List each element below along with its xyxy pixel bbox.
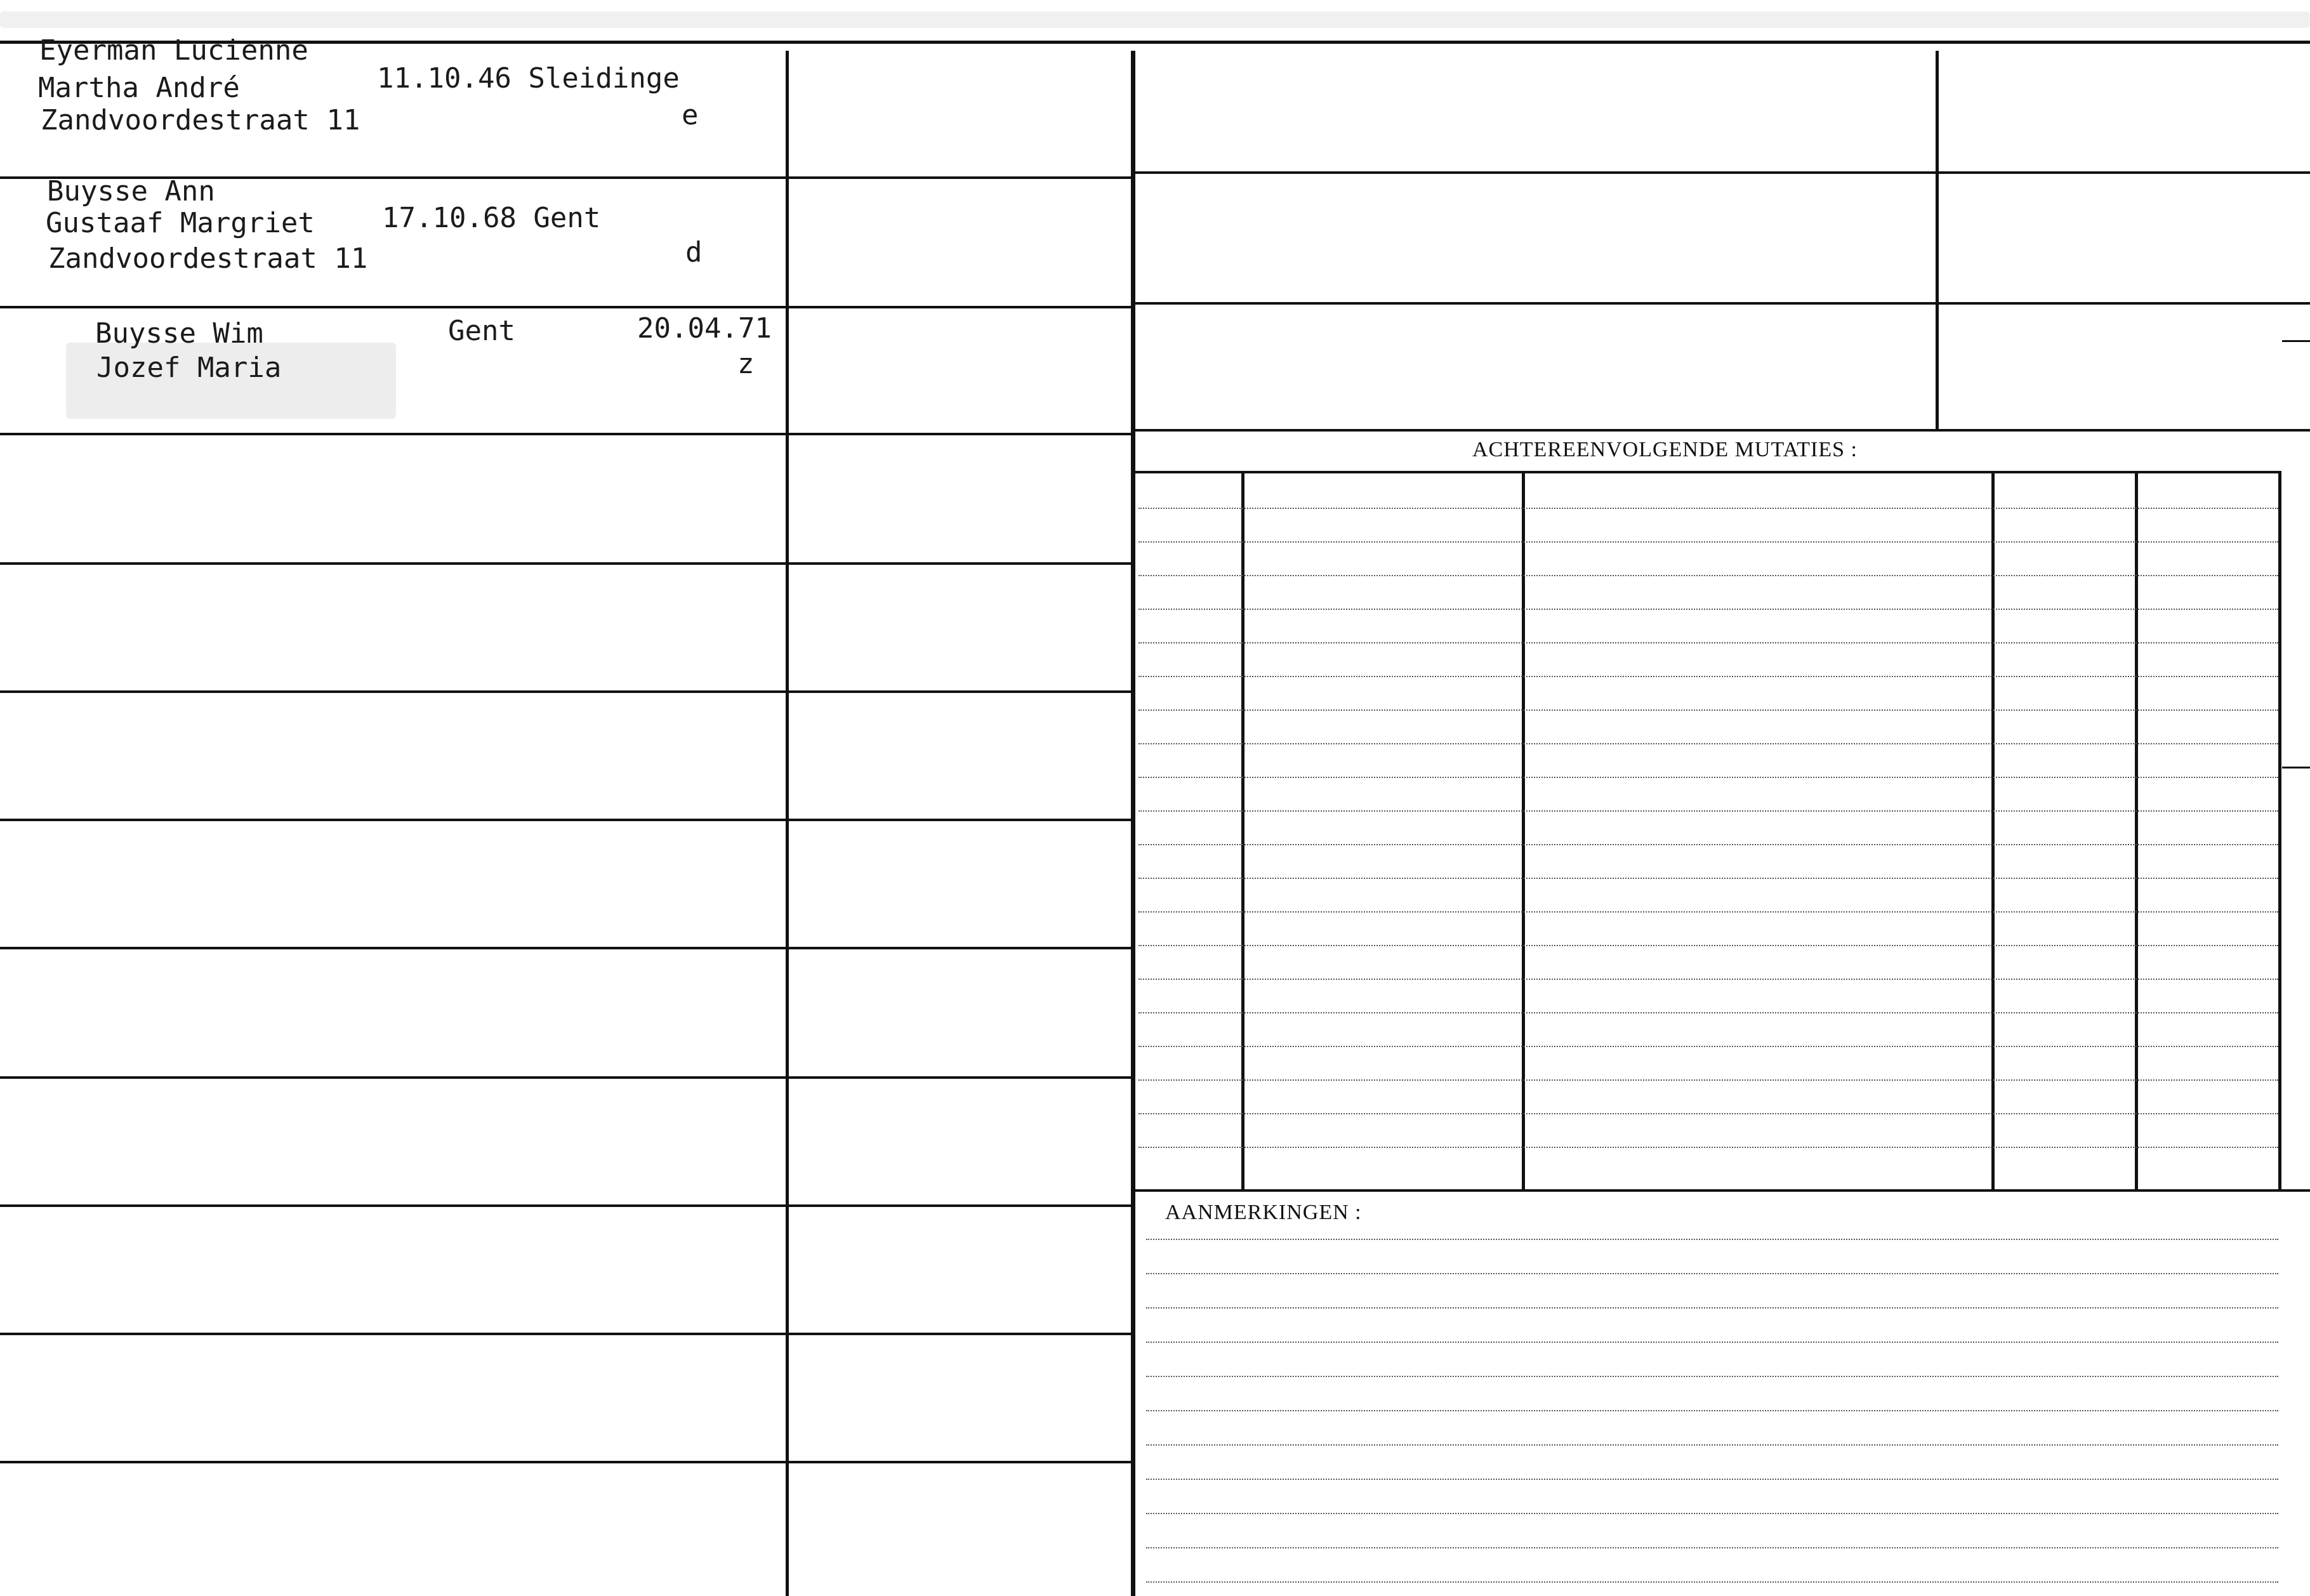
margin-tick [2282, 767, 2310, 768]
row-rule [0, 562, 1131, 565]
left-column-divider [786, 51, 789, 1596]
remarks-line [1146, 1239, 2278, 1240]
mutations-row [1138, 709, 2278, 711]
row-rule [0, 1333, 1131, 1335]
row-rule [0, 1461, 1131, 1463]
record-birth-date: 20.04.71 [637, 312, 772, 345]
record-code: d [685, 236, 703, 268]
remarks-section-title: AANMERKINGEN : [1165, 1201, 1362, 1224]
mutations-row [1138, 810, 2278, 812]
center-column-divider [1131, 51, 1135, 1596]
margin-tick [2282, 340, 2310, 342]
mutations-row [1138, 945, 2278, 946]
row-rule [0, 947, 1131, 949]
record-code: z [737, 348, 755, 380]
mutations-row [1138, 1147, 2278, 1148]
mutations-row [1138, 1046, 2278, 1047]
remarks-line [1146, 1479, 2278, 1480]
mutations-row [1138, 642, 2278, 643]
record-code: e [682, 99, 699, 131]
record-given-names: Gustaaf Margriet [46, 207, 315, 239]
mutations-row [1138, 508, 2278, 509]
row-rule [0, 433, 1131, 435]
row-rule [0, 1204, 1131, 1207]
mutations-row [1138, 541, 2278, 543]
remarks-line [1146, 1376, 2278, 1377]
mutations-row [1138, 575, 2278, 576]
mutations-column-line [2278, 471, 2281, 1192]
mutations-row [1138, 1113, 2278, 1114]
record-birth-place: Gent [448, 315, 515, 347]
mutations-row [1138, 1079, 2278, 1081]
remarks-line [1146, 1513, 2278, 1514]
record-surname: Eyerman Lucienne [39, 34, 308, 67]
remarks-line [1146, 1342, 2278, 1343]
remarks-line [1146, 1444, 2278, 1446]
row-rule [0, 819, 1131, 821]
record-given-names: Martha André [38, 72, 240, 104]
row-rule [0, 690, 1131, 693]
mutations-row [1138, 676, 2278, 677]
right-upper-divider [1936, 51, 1939, 432]
row-rule [0, 306, 1131, 308]
mutations-row [1138, 777, 2278, 778]
mutations-column-line [1522, 471, 1525, 1192]
mutations-row [1138, 844, 2278, 845]
remarks-line [1146, 1410, 2278, 1411]
top-rule [0, 41, 2310, 44]
remarks-line [1146, 1307, 2278, 1309]
mutations-column-line [2135, 471, 2138, 1192]
mutations-header-rule [1135, 471, 2281, 473]
record-birth-date-place: 17.10.68 Gent [382, 202, 601, 234]
mutations-row [1138, 911, 2278, 913]
mutations-column-line [1991, 471, 1995, 1192]
mutations-section-title: ACHTEREENVOLGENDE MUTATIES : [1472, 438, 1858, 461]
mutations-row [1138, 878, 2278, 879]
record-given-names: Jozef Maria [96, 352, 282, 384]
record-address: Zandvoordestraat 11 [48, 242, 368, 275]
right-upper-rule [1135, 171, 2310, 174]
record-address: Zandvoordestraat 11 [41, 104, 360, 136]
mutations-row [1138, 1012, 2278, 1013]
mutations-column-line [1241, 471, 1244, 1192]
row-rule [0, 1076, 1131, 1079]
mutations-row [1138, 979, 2278, 980]
remarks-line [1146, 1273, 2278, 1274]
record-surname: Buysse Ann [47, 175, 215, 208]
right-upper-rule [1135, 302, 2310, 305]
mutations-row [1138, 609, 2278, 610]
right-upper-rule [1135, 429, 2310, 432]
record-birth-date-place: 11.10.46 Sleidinge [377, 62, 680, 95]
remarks-line [1146, 1581, 2278, 1583]
mutations-row [1138, 743, 2278, 744]
scan-noise [0, 11, 2310, 28]
mutations-bottom-rule [1135, 1189, 2310, 1192]
record-surname: Buysse Wim [95, 317, 263, 350]
remarks-line [1146, 1547, 2278, 1548]
